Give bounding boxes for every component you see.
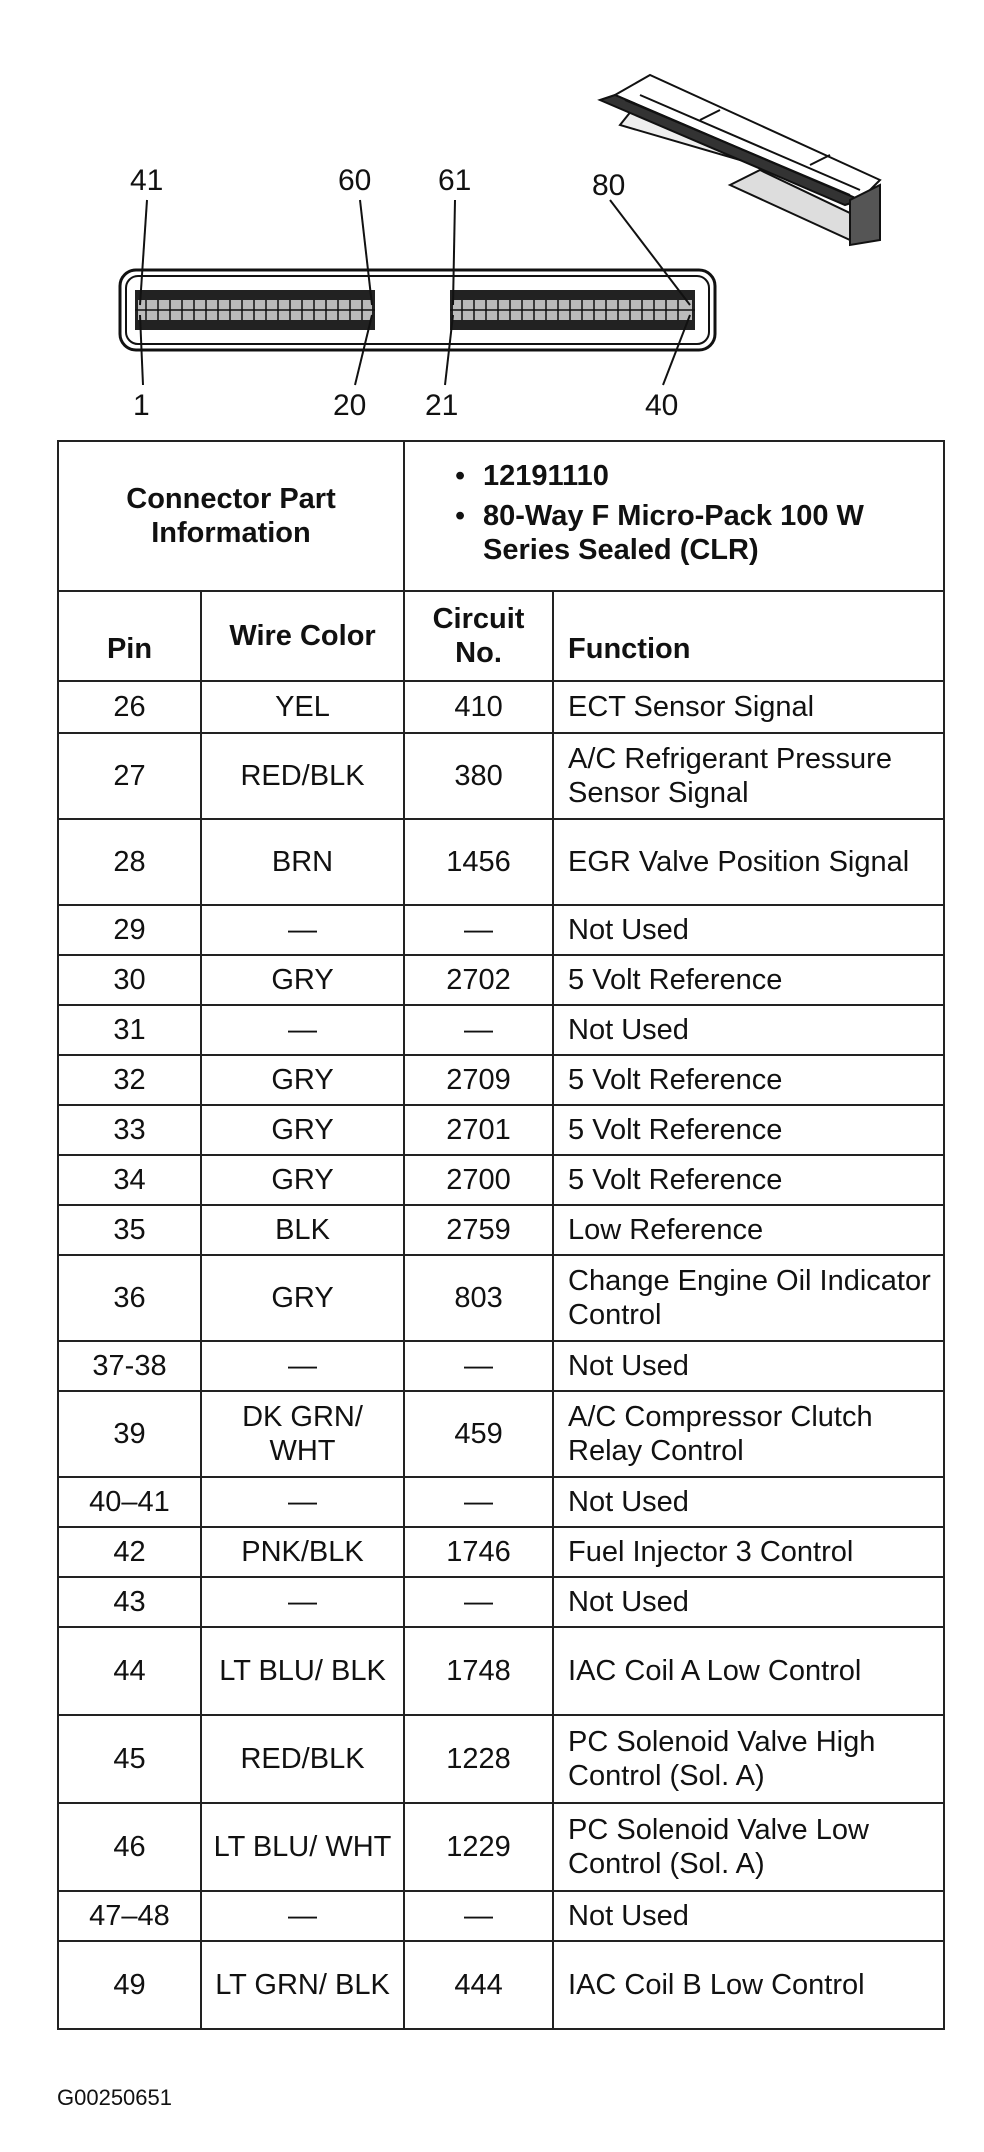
table-row <box>58 1255 944 1341</box>
wire-color-cell: — <box>201 1005 404 1055</box>
pin-cell: 43 <box>58 1577 201 1627</box>
table-row <box>58 1891 944 1941</box>
circuit-cell: 2709 <box>404 1055 553 1105</box>
pin-cell: 26 <box>58 681 201 733</box>
pin-cell: 37-38 <box>58 1341 201 1391</box>
wire-color-cell: RED/BLK <box>201 733 404 819</box>
part-description: • 80-Way F Micro-Pack 100 W Series Sealed (CLR) <box>455 499 935 567</box>
wire-color-cell: — <box>201 905 404 955</box>
function-cell: 5 Volt Reference <box>553 1155 944 1205</box>
function-cell: Not Used <box>553 1341 944 1391</box>
function-cell: 5 Volt Reference <box>553 955 944 1005</box>
pin-cell: 34 <box>58 1155 201 1205</box>
wire-color-cell: BRN <box>201 819 404 905</box>
circuit-cell: — <box>404 905 553 955</box>
pin-cell: 49 <box>58 1941 201 2029</box>
pin-cell: 33 <box>58 1105 201 1155</box>
table-row <box>58 1205 944 1255</box>
function-cell: Not Used <box>553 905 944 955</box>
circuit-cell: 2702 <box>404 955 553 1005</box>
pin-cell: 35 <box>58 1205 201 1255</box>
table-row <box>58 955 944 1005</box>
circuit-cell: — <box>404 1891 553 1941</box>
pin-label-1: 1 <box>133 389 150 422</box>
function-cell: IAC Coil A Low Control <box>553 1627 944 1715</box>
column-header-wire-color: Wire Color <box>201 591 404 681</box>
pin-cell: 40–41 <box>58 1477 201 1527</box>
pin-cell: 28 <box>58 819 201 905</box>
pin-label-21: 21 <box>425 389 459 422</box>
pin-label-61: 61 <box>438 164 472 197</box>
table-row <box>58 1341 944 1391</box>
function-cell: IAC Coil B Low Control <box>553 1941 944 2029</box>
table-row <box>58 1941 944 2029</box>
pin-label-40: 40 <box>645 389 679 422</box>
wire-color-cell: — <box>201 1577 404 1627</box>
table-row <box>58 1055 944 1105</box>
connector-perspective-illustration <box>600 75 880 245</box>
function-cell: PC Solenoid Valve High Control (Sol. A) <box>553 1715 944 1803</box>
function-cell: 5 Volt Reference <box>553 1055 944 1105</box>
figure-id: G00250651 <box>57 2085 172 2110</box>
circuit-cell: 2759 <box>404 1205 553 1255</box>
function-cell: Not Used <box>553 1477 944 1527</box>
wire-color-cell: — <box>201 1341 404 1391</box>
function-cell: Not Used <box>553 1891 944 1941</box>
wire-color-cell: YEL <box>201 681 404 733</box>
pin-cell: 36 <box>58 1255 201 1341</box>
circuit-cell: 1748 <box>404 1627 553 1715</box>
function-cell: A/C Refrigerant Pressure Sensor Signal <box>553 733 944 819</box>
circuit-cell: 803 <box>404 1255 553 1341</box>
column-header-function: Function <box>553 591 944 681</box>
table-row <box>58 1627 944 1715</box>
pin-label-41: 41 <box>130 164 164 197</box>
wire-color-cell: LT BLU/ BLK <box>201 1627 404 1715</box>
wire-color-cell: GRY <box>201 1255 404 1341</box>
circuit-cell: 444 <box>404 1941 553 2029</box>
wire-color-cell: GRY <box>201 1155 404 1205</box>
function-cell: Change Engine Oil Indicator Control <box>553 1255 944 1341</box>
circuit-cell: — <box>404 1477 553 1527</box>
function-cell: EGR Valve Position Signal <box>553 819 944 905</box>
circuit-cell: 1456 <box>404 819 553 905</box>
function-cell: PC Solenoid Valve Low Control (Sol. A) <box>553 1803 944 1891</box>
connector-pinout-table <box>57 440 945 2030</box>
table-row <box>58 819 944 905</box>
part-info-label: Connector Part Information <box>58 441 404 591</box>
table-row <box>58 681 944 733</box>
function-cell: Fuel Injector 3 Control <box>553 1527 944 1577</box>
wire-color-cell: GRY <box>201 1105 404 1155</box>
pin-cell: 46 <box>58 1803 201 1891</box>
wire-color-cell: — <box>201 1477 404 1527</box>
wire-color-cell: — <box>201 1891 404 1941</box>
pin-cell: 31 <box>58 1005 201 1055</box>
circuit-cell: 2700 <box>404 1155 553 1205</box>
circuit-cell: 1746 <box>404 1527 553 1577</box>
table-row <box>58 1715 944 1803</box>
function-cell: ECT Sensor Signal <box>553 681 944 733</box>
table-row <box>58 1477 944 1527</box>
pin-label-20: 20 <box>333 389 367 422</box>
column-header-row <box>58 591 944 681</box>
circuit-cell: 380 <box>404 733 553 819</box>
table-row <box>58 1527 944 1577</box>
circuit-cell: 2701 <box>404 1105 553 1155</box>
pin-label-80: 80 <box>592 169 626 202</box>
function-cell: Low Reference <box>553 1205 944 1255</box>
pin-cell: 30 <box>58 955 201 1005</box>
pin-cell: 29 <box>58 905 201 955</box>
pin-cell: 44 <box>58 1627 201 1715</box>
function-cell: Not Used <box>553 1005 944 1055</box>
pin-cell: 42 <box>58 1527 201 1577</box>
part-info-row <box>58 441 944 591</box>
circuit-cell: — <box>404 1577 553 1627</box>
wire-color-cell: DK GRN/ WHT <box>201 1391 404 1477</box>
column-header-pin: Pin <box>58 591 201 681</box>
wire-color-cell: BLK <box>201 1205 404 1255</box>
connector-diagram <box>0 0 984 440</box>
wire-color-cell: GRY <box>201 955 404 1005</box>
function-cell: Not Used <box>553 1577 944 1627</box>
pin-cell: 27 <box>58 733 201 819</box>
pin-cell: 32 <box>58 1055 201 1105</box>
table-row <box>58 1577 944 1627</box>
wire-color-cell: RED/BLK <box>201 1715 404 1803</box>
circuit-cell: — <box>404 1341 553 1391</box>
table-row <box>58 733 944 819</box>
pin-cell: 47–48 <box>58 1891 201 1941</box>
part-number: • 12191110 <box>455 459 935 493</box>
circuit-cell: 1229 <box>404 1803 553 1891</box>
table-row <box>58 1005 944 1055</box>
pin-cell: 39 <box>58 1391 201 1477</box>
pin-label-60: 60 <box>338 164 372 197</box>
wire-color-cell: GRY <box>201 1055 404 1105</box>
function-cell: A/C Compressor Clutch Relay Control <box>553 1391 944 1477</box>
part-info-list <box>404 441 944 591</box>
circuit-cell: 410 <box>404 681 553 733</box>
function-cell: 5 Volt Reference <box>553 1105 944 1155</box>
circuit-cell: 459 <box>404 1391 553 1477</box>
circuit-cell: 1228 <box>404 1715 553 1803</box>
wire-color-cell: PNK/BLK <box>201 1527 404 1577</box>
table-row <box>58 905 944 955</box>
circuit-cell: — <box>404 1005 553 1055</box>
column-header-circuit: Circuit No. <box>404 591 553 681</box>
table-row <box>58 1803 944 1891</box>
connector-face <box>120 270 715 350</box>
table-row <box>58 1391 944 1477</box>
table-row <box>58 1155 944 1205</box>
wire-color-cell: LT BLU/ WHT <box>201 1803 404 1891</box>
wire-color-cell: LT GRN/ BLK <box>201 1941 404 2029</box>
table-row <box>58 1105 944 1155</box>
pin-cell: 45 <box>58 1715 201 1803</box>
